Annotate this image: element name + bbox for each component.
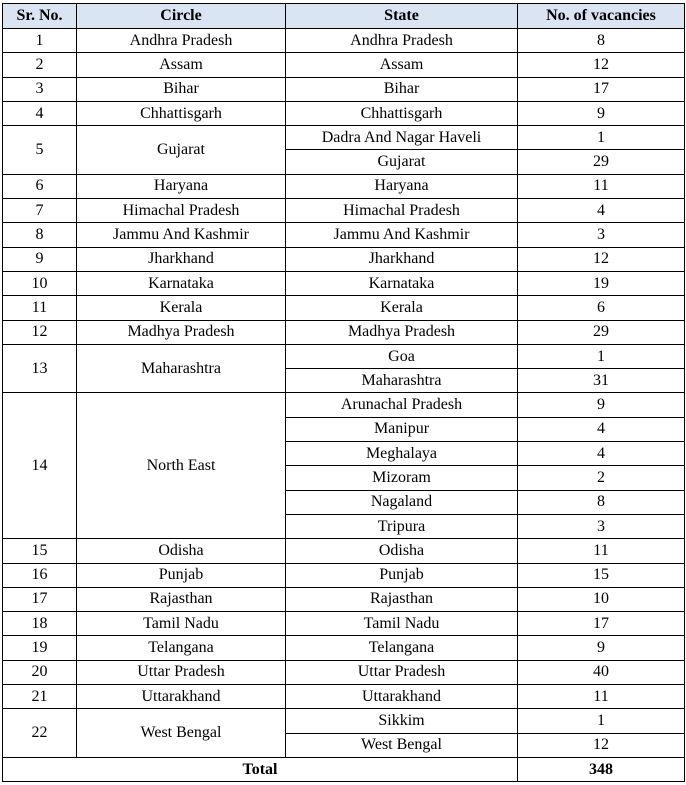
header-sr-no: Sr. No. [3,4,77,29]
vacancies-cell: 29 [518,320,685,344]
table-row [3,101,685,125]
sr-no-cell: 18 [3,612,77,636]
table-row [3,296,685,320]
vacancies-cell: 1 [518,344,685,368]
state-cell: West Bengal [286,733,518,757]
table-row [3,685,685,709]
state-cell: Goa [286,344,518,368]
header-state: State [286,4,518,29]
table-row [3,77,685,101]
vacancies-cell: 31 [518,369,685,393]
vacancies-cell: 4 [518,417,685,441]
state-cell: Karnataka [286,271,518,295]
state-cell: Nagaland [286,490,518,514]
state-cell: Haryana [286,174,518,198]
vacancies-cell: 1 [518,709,685,733]
vacancies-cell: 12 [518,53,685,77]
table-row [3,344,685,368]
sr-no-cell: 19 [3,636,77,660]
circle-cell: Uttarakhand [77,685,286,709]
circle-cell: Uttar Pradesh [77,660,286,684]
sr-no-cell: 15 [3,539,77,563]
table-row [3,126,685,150]
vacancies-cell: 29 [518,150,685,174]
sr-no-cell: 3 [3,77,77,101]
circle-cell: Punjab [77,563,286,587]
circle-cell: Bihar [77,77,286,101]
circle-cell: Odisha [77,539,286,563]
vacancies-cell: 12 [518,733,685,757]
vacancies-cell: 8 [518,490,685,514]
state-cell: Himachal Pradesh [286,199,518,223]
vacancies-cell: 19 [518,271,685,295]
vacancy-table [2,3,685,782]
total-value: 348 [518,757,685,781]
table-row [3,174,685,198]
total-label: Total [3,757,518,781]
circle-cell: North East [77,393,286,539]
sr-no-cell: 21 [3,685,77,709]
vacancies-cell: 11 [518,174,685,198]
state-cell: Odisha [286,539,518,563]
circle-cell: Jammu And Kashmir [77,223,286,247]
state-cell: Madhya Pradesh [286,320,518,344]
sr-no-cell: 9 [3,247,77,271]
state-cell: Meghalaya [286,442,518,466]
sr-no-cell: 13 [3,344,77,393]
table-row [3,612,685,636]
sr-no-cell: 4 [3,101,77,125]
table-row [3,587,685,611]
header-row [3,4,685,29]
circle-cell: Karnataka [77,271,286,295]
table-row [3,53,685,77]
table-row [3,539,685,563]
circle-cell: Tamil Nadu [77,612,286,636]
sr-no-cell: 1 [3,29,77,53]
state-cell: Manipur [286,417,518,441]
vacancies-cell: 8 [518,29,685,53]
state-cell: Maharashtra [286,369,518,393]
vacancies-cell: 12 [518,247,685,271]
sr-no-cell: 12 [3,320,77,344]
circle-cell: Assam [77,53,286,77]
vacancies-cell: 40 [518,660,685,684]
state-cell: Jammu And Kashmir [286,223,518,247]
table-row [3,199,685,223]
state-cell: Kerala [286,296,518,320]
state-cell: Tripura [286,514,518,538]
sr-no-cell: 5 [3,126,77,175]
sr-no-cell: 14 [3,393,77,539]
state-cell: Tamil Nadu [286,612,518,636]
table-row [3,660,685,684]
sr-no-cell: 22 [3,709,77,758]
state-cell: Mizoram [286,466,518,490]
sr-no-cell: 16 [3,563,77,587]
vacancies-cell: 3 [518,223,685,247]
vacancies-cell: 4 [518,199,685,223]
state-cell: Uttar Pradesh [286,660,518,684]
sr-no-cell: 17 [3,587,77,611]
vacancies-cell: 15 [518,563,685,587]
table-row [3,247,685,271]
table-row [3,563,685,587]
circle-cell: Maharashtra [77,344,286,393]
state-cell: Uttarakhand [286,685,518,709]
table-row [3,636,685,660]
vacancies-cell: 3 [518,514,685,538]
table-row [3,223,685,247]
circle-cell: Gujarat [77,126,286,175]
vacancies-cell: 17 [518,612,685,636]
vacancies-cell: 9 [518,393,685,417]
circle-cell: Madhya Pradesh [77,320,286,344]
state-cell: Punjab [286,563,518,587]
circle-cell: Jharkhand [77,247,286,271]
state-cell: Telangana [286,636,518,660]
vacancies-cell: 17 [518,77,685,101]
table-row [3,29,685,53]
sr-no-cell: 10 [3,271,77,295]
vacancies-cell: 1 [518,126,685,150]
table-body [3,29,685,758]
state-cell: Andhra Pradesh [286,29,518,53]
table-row [3,320,685,344]
state-cell: Assam [286,53,518,77]
circle-cell: Andhra Pradesh [77,29,286,53]
state-cell: Arunachal Pradesh [286,393,518,417]
vacancies-cell: 9 [518,101,685,125]
total-row [3,757,685,781]
table-row [3,271,685,295]
vacancies-cell: 11 [518,539,685,563]
circle-cell: Rajasthan [77,587,286,611]
table-row [3,393,685,417]
state-cell: Sikkim [286,709,518,733]
state-cell: Dadra And Nagar Haveli [286,126,518,150]
header-vacancies: No. of vacancies [518,4,685,29]
vacancies-cell: 9 [518,636,685,660]
sr-no-cell: 2 [3,53,77,77]
circle-cell: Telangana [77,636,286,660]
state-cell: Bihar [286,77,518,101]
circle-cell: Chhattisgarh [77,101,286,125]
sr-no-cell: 7 [3,199,77,223]
state-cell: Chhattisgarh [286,101,518,125]
circle-cell: Haryana [77,174,286,198]
sr-no-cell: 8 [3,223,77,247]
circle-cell: Himachal Pradesh [77,199,286,223]
circle-cell: Kerala [77,296,286,320]
circle-cell: West Bengal [77,709,286,758]
state-cell: Gujarat [286,150,518,174]
table-row [3,709,685,733]
vacancies-cell: 10 [518,587,685,611]
sr-no-cell: 6 [3,174,77,198]
vacancies-cell: 6 [518,296,685,320]
header-circle: Circle [77,4,286,29]
vacancies-cell: 11 [518,685,685,709]
vacancies-cell: 4 [518,442,685,466]
state-cell: Rajasthan [286,587,518,611]
sr-no-cell: 11 [3,296,77,320]
sr-no-cell: 20 [3,660,77,684]
state-cell: Jharkhand [286,247,518,271]
vacancies-cell: 2 [518,466,685,490]
